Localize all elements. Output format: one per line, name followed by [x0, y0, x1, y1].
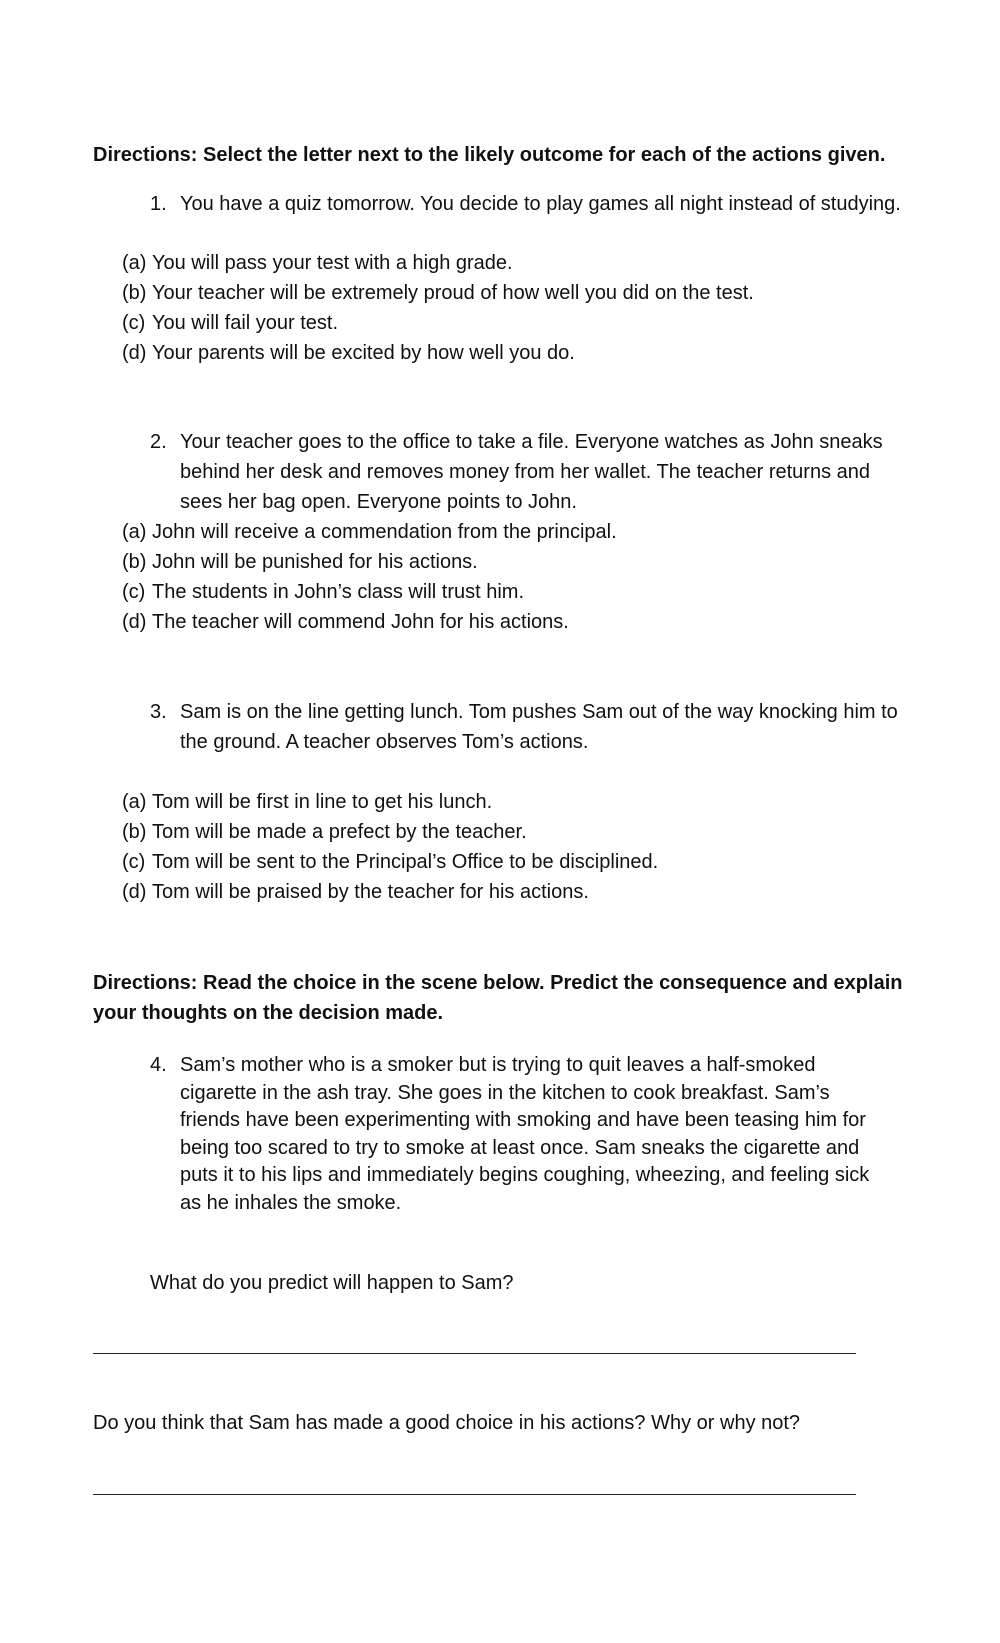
question-3-options	[122, 787, 922, 907]
option-text: Your teacher will be extremely proud of how well you did on the test.	[152, 282, 754, 304]
question-1	[150, 190, 910, 219]
option-letter: (d)	[122, 881, 147, 903]
question-number: 1.	[150, 193, 167, 215]
option-letter: (c)	[122, 581, 146, 603]
option-d[interactable]	[122, 338, 922, 368]
question-number: 4.	[150, 1054, 167, 1076]
option-letter: (c)	[122, 312, 146, 334]
opinion-answer-line[interactable]	[93, 1494, 856, 1495]
option-b[interactable]	[122, 547, 922, 577]
option-a[interactable]	[122, 517, 922, 547]
option-letter: (d)	[122, 342, 147, 364]
option-c[interactable]	[122, 847, 922, 877]
prediction-prompt: What do you predict will happen to Sam?	[150, 1272, 514, 1294]
option-letter: (d)	[122, 611, 147, 633]
option-letter: (b)	[122, 821, 147, 843]
option-b[interactable]	[122, 817, 922, 847]
option-text: John will receive a commendation from the principal.	[152, 521, 617, 543]
option-text: Tom will be first in line to get his lunch.	[152, 791, 493, 813]
option-a[interactable]	[122, 248, 922, 278]
option-a[interactable]	[122, 787, 922, 817]
question-number: 2.	[150, 431, 167, 453]
option-text: Tom will be sent to the Principal’s Office to be disciplined.	[152, 851, 659, 873]
question-3	[150, 697, 910, 757]
option-c[interactable]	[122, 577, 922, 607]
question-1-options	[122, 248, 922, 368]
option-letter: (c)	[122, 851, 146, 873]
option-d[interactable]	[122, 607, 922, 637]
question-number: 3.	[150, 701, 167, 723]
question-4	[150, 1052, 895, 1217]
option-text: You will fail your test.	[152, 312, 339, 334]
question-2-options	[122, 517, 922, 637]
directions-heading-2: Directions: Read the choice in the scene below. Predict the consequence and explain your thoughts on the decision made.	[93, 972, 903, 1024]
question-text: Sam is on the line getting lunch. Tom pushes Sam out of the way knocking him to the ground. A teacher observes Tom’s actions.	[180, 701, 898, 753]
option-letter: (a)	[122, 791, 147, 813]
option-c[interactable]	[122, 308, 922, 338]
option-text: John will be punished for his actions.	[152, 551, 478, 573]
question-text: Your teacher goes to the office to take a file. Everyone watches as John sneaks behind her desk and removes money from her wallet. The teacher returns and sees her bag open. Everyone points to John.	[180, 431, 883, 513]
option-letter: (a)	[122, 252, 147, 274]
option-text: The students in John’s class will trust him.	[152, 581, 525, 603]
option-text: You will pass your test with a high grade.	[152, 252, 513, 274]
option-text: Tom will be praised by the teacher for his actions.	[152, 881, 589, 903]
prediction-answer-line[interactable]	[93, 1353, 856, 1354]
directions-heading-1: Directions: Select the letter next to the likely outcome for each of the actions given.	[93, 144, 886, 166]
option-letter: (a)	[122, 521, 147, 543]
option-letter: (b)	[122, 551, 147, 573]
question-text: You have a quiz tomorrow. You decide to play games all night instead of studying.	[180, 193, 901, 215]
option-b[interactable]	[122, 278, 922, 308]
opinion-prompt: Do you think that Sam has made a good choice in his actions? Why or why not?	[93, 1412, 801, 1434]
option-letter: (b)	[122, 282, 147, 304]
question-2	[150, 427, 910, 517]
question-text: Sam’s mother who is a smoker but is trying to quit leaves a half-smoked cigarette in the ash tray. She goes in the kitchen to cook breakfast. Sam’s friends have been experimenting with smoking and have been teasing him for being too scared to try to smoke at least once. Sam sneaks the cigarette and puts it to his lips and immediately begins coughing, wheezing, and feeling sick as he inhales the smoke.	[180, 1054, 870, 1214]
option-d[interactable]	[122, 877, 922, 907]
option-text: Tom will be made a prefect by the teacher.	[152, 821, 527, 843]
option-text: The teacher will commend John for his actions.	[152, 611, 569, 633]
option-text: Your parents will be excited by how well you do.	[152, 342, 575, 364]
